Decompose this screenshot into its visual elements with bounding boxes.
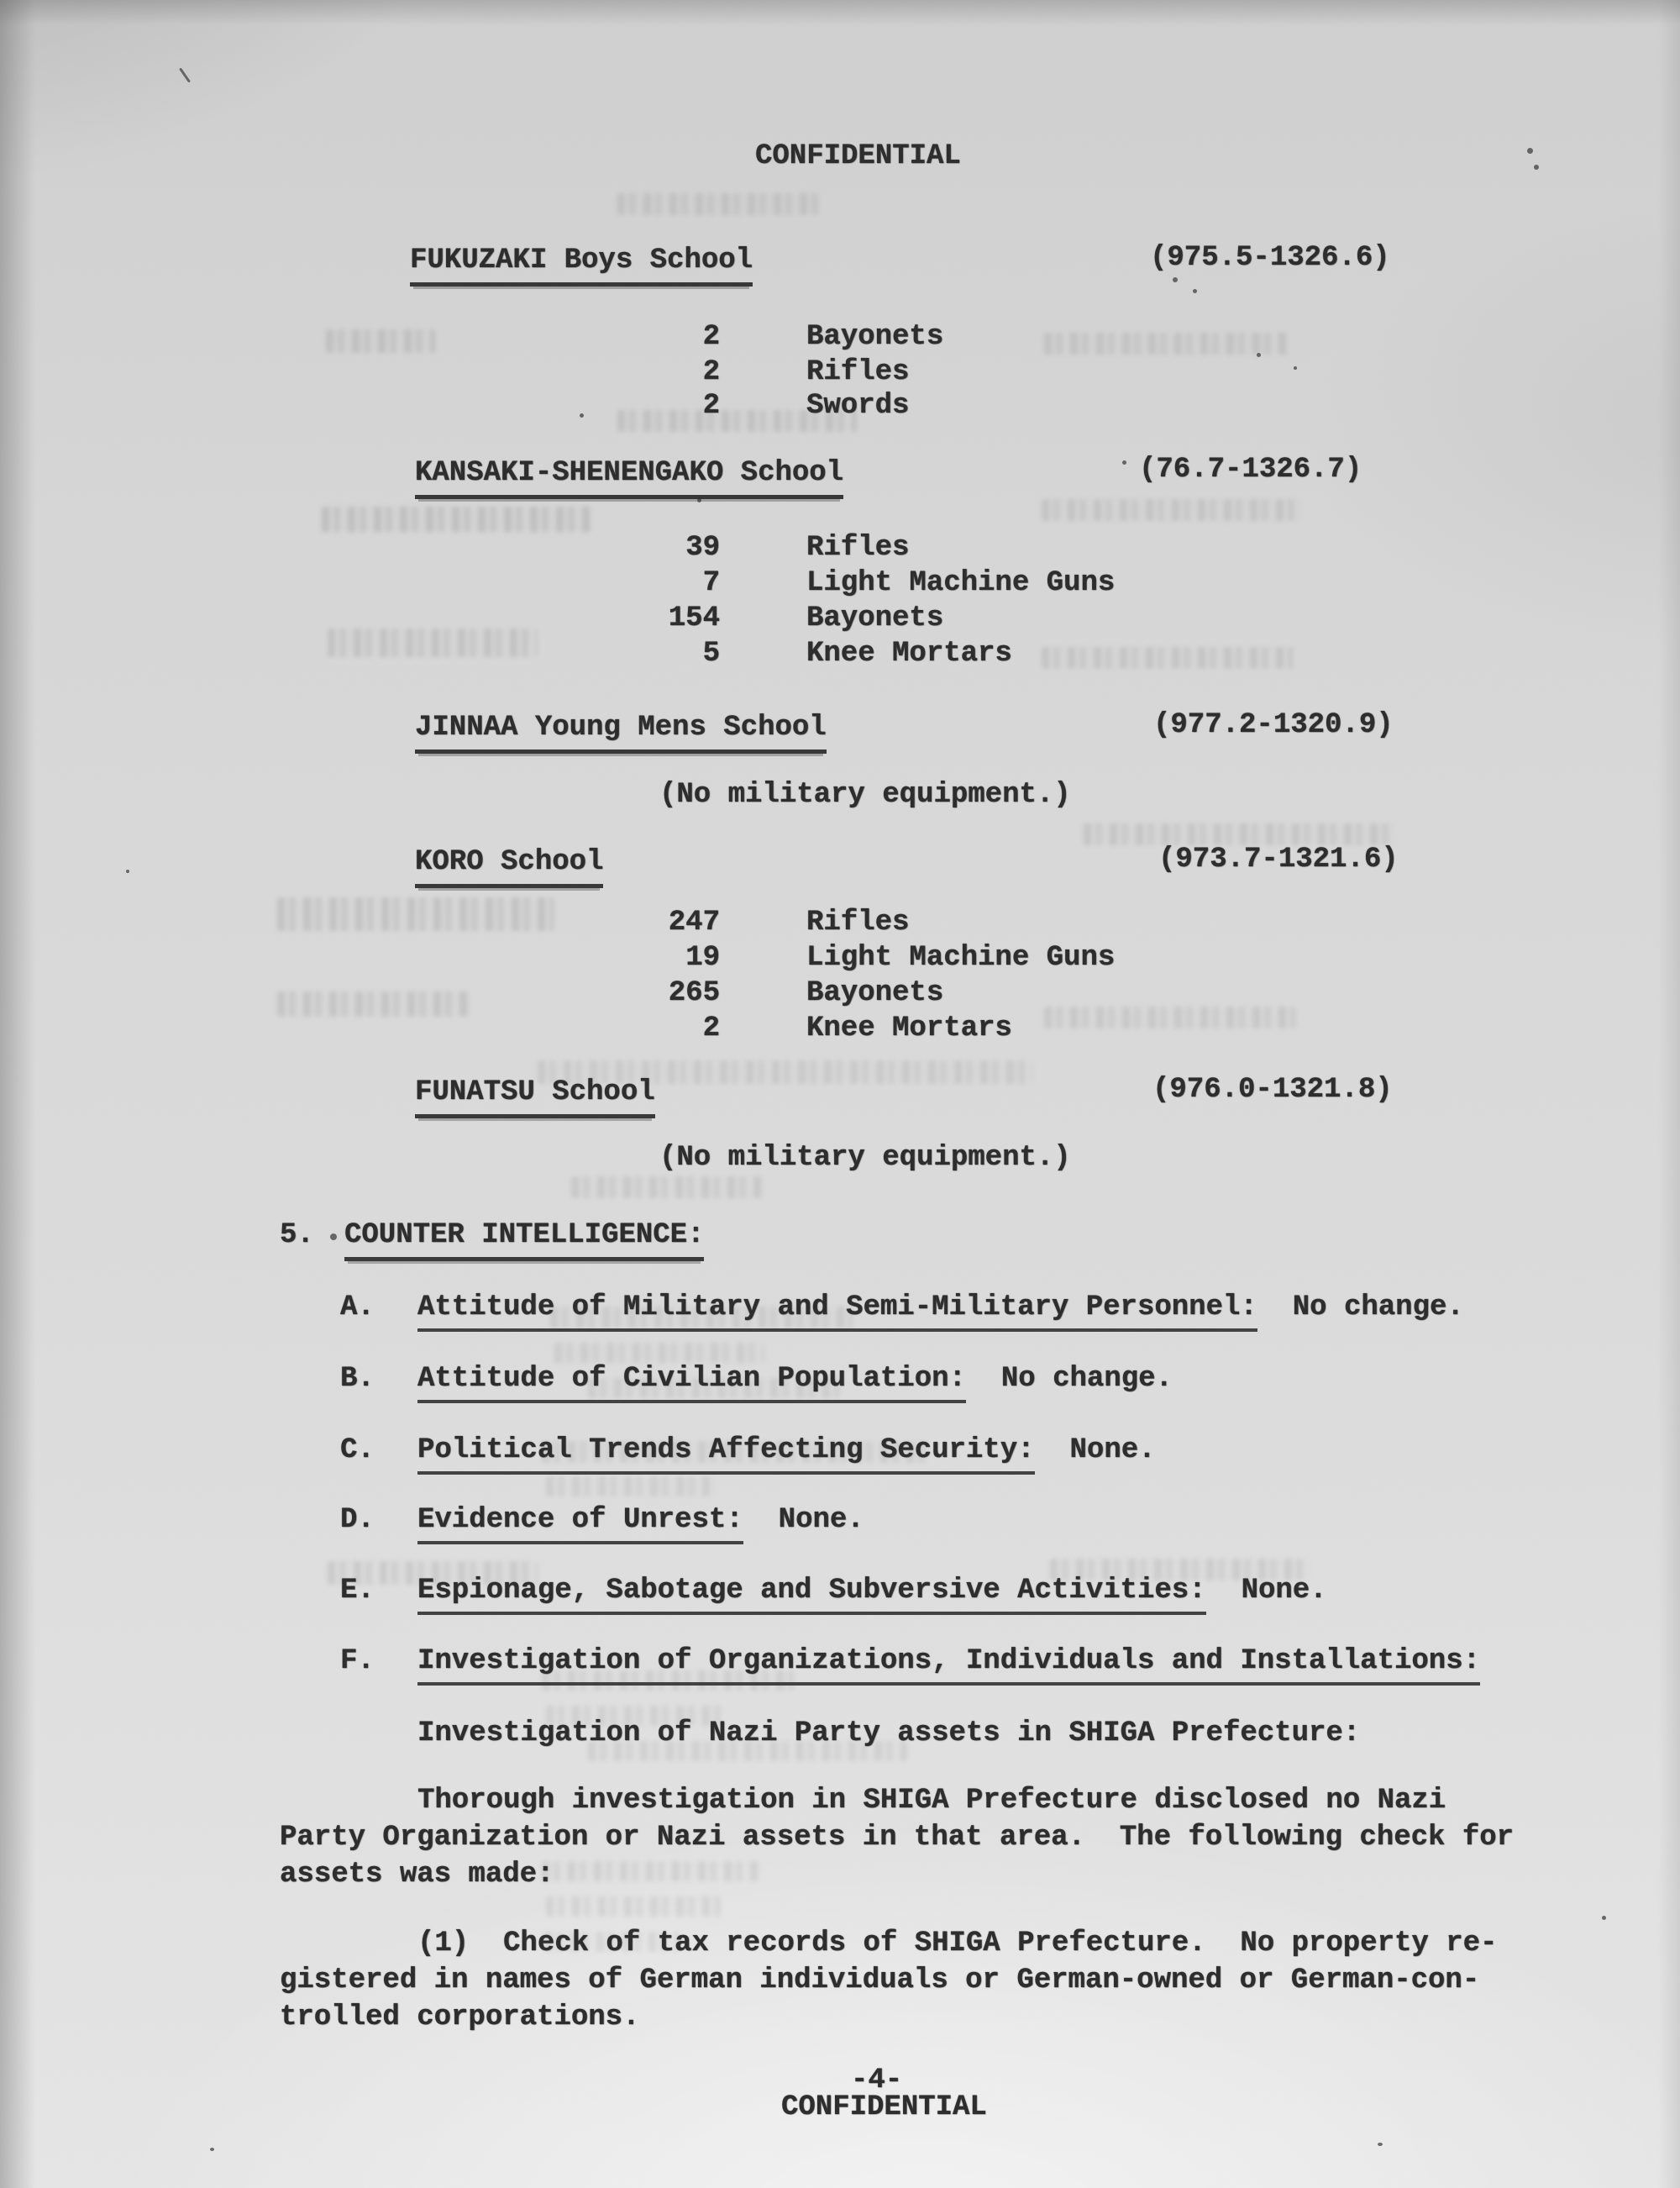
item-value: No change.: [1000, 1363, 1173, 1395]
item-letter: D.: [340, 1504, 375, 1536]
ink-speck: [179, 67, 191, 82]
section-heading: [280, 1220, 704, 1250]
section-title: COUNTER INTELLIGENCE:: [344, 1219, 704, 1261]
equipment-item: Swords: [806, 390, 910, 422]
check-item-line: gistered in names of German individuals or German-owned or German-con-: [280, 1964, 1480, 1996]
school-name: JINNAA Young Mens School: [415, 712, 827, 754]
equipment-item: Rifles: [806, 907, 910, 939]
item-heading: Political Trends Affecting Security:: [417, 1434, 1035, 1475]
item-value: None.: [1241, 1575, 1327, 1607]
bleed-through-artifact: [1044, 333, 1288, 355]
bleed-through-artifact: [617, 193, 819, 215]
ink-speck: [1193, 289, 1197, 293]
school-coordinates: (977.2-1320.9): [1153, 709, 1394, 741]
equipment-item: Light Machine Guns: [806, 942, 1116, 974]
school-name: KORO School: [415, 846, 603, 888]
equipment-item: Knee Mortars: [806, 1012, 1012, 1044]
subject-line: Investigation of Nazi Party assets in SHIGA Prefecture:: [417, 1717, 1361, 1749]
check-item-line: (1) Check of tax records of SHIGA Prefecture. No property re-: [417, 1928, 1498, 1959]
bleed-through-artifact: [1042, 499, 1302, 521]
ci-item-a: [340, 1292, 1464, 1323]
ink-speck: [1173, 277, 1178, 282]
school-heading: [415, 713, 827, 743]
equipment-qty: 5: [702, 638, 720, 670]
ci-item-e: [340, 1575, 1327, 1606]
equipment-qty: 2: [702, 321, 720, 353]
equipment-qty: 265: [668, 977, 720, 1009]
ci-item-d: [340, 1505, 864, 1535]
equipment-item: Rifles: [806, 356, 910, 388]
school-name: KANSAKI-SHENENGAKO School: [415, 457, 843, 499]
equipment-qty: 7: [702, 567, 720, 599]
school-heading: [415, 1077, 655, 1107]
ink-speck: [1122, 460, 1126, 465]
page-number: -4-: [851, 2064, 903, 2096]
item-letter: C.: [340, 1434, 375, 1466]
equipment-item: Bayonets: [806, 321, 944, 353]
ink-speck: [1294, 366, 1297, 370]
school-heading: [415, 458, 843, 488]
equipment-qty: 154: [668, 602, 720, 634]
paper-edge-shadow-top: [0, 0, 1680, 25]
bleed-through-artifact: [326, 329, 435, 353]
ci-item-f: [340, 1646, 1480, 1676]
ink-speck: [1257, 353, 1261, 357]
equipment-item: Bayonets: [806, 602, 944, 634]
bleed-through-artifact: [546, 1896, 722, 1917]
item-value: None.: [1069, 1434, 1156, 1466]
bleed-through-artifact: [571, 1176, 764, 1198]
school-coordinates: (973.7-1321.6): [1158, 844, 1399, 876]
bleed-through-artifact: [1044, 1007, 1296, 1028]
equipment-item: Light Machine Guns: [806, 567, 1116, 599]
paper-edge-shadow-right: [1658, 0, 1680, 2188]
item-letter: E.: [340, 1575, 375, 1607]
equipment-item: Knee Mortars: [806, 638, 1012, 670]
school-heading: [410, 245, 753, 276]
bleed-through-artifact: [1042, 647, 1294, 669]
bleed-through-artifact: [277, 897, 554, 931]
equipment-qty: 2: [702, 390, 720, 422]
item-letter: A.: [340, 1291, 375, 1323]
item-value: No change.: [1292, 1291, 1464, 1323]
equipment-item: Rifles: [806, 532, 910, 564]
item-heading: Evidence of Unrest:: [417, 1504, 743, 1544]
ink-speck: [1602, 1916, 1606, 1920]
equipment-qty: 2: [702, 1012, 720, 1044]
section-number: 5.: [280, 1219, 314, 1251]
bleed-through-artifact: [542, 1861, 760, 1881]
paragraph-line: assets was made:: [280, 1859, 554, 1891]
item-letter: F.: [340, 1645, 375, 1677]
classification-header: CONFIDENTIAL: [755, 140, 961, 172]
bleed-through-artifact: [554, 1343, 764, 1363]
bleed-through-artifact: [322, 507, 591, 532]
item-value: None.: [778, 1504, 864, 1536]
school-heading: [415, 847, 603, 877]
equipment-qty: 39: [685, 532, 720, 564]
ci-item-c: [340, 1435, 1156, 1465]
ink-speck: [126, 870, 129, 873]
item-letter: B.: [340, 1363, 375, 1395]
ink-speck: [1527, 148, 1533, 154]
no-equipment-note: (No military equipment.): [659, 1142, 1071, 1174]
ink-speck: [1534, 165, 1539, 170]
paper-edge-shadow-left: [0, 0, 35, 2188]
item-heading: Investigation of Organizations, Individuals and Installations:: [417, 1645, 1480, 1686]
school-name: FUNATSU School: [415, 1076, 655, 1118]
ink-speck: [1378, 2143, 1383, 2146]
ink-speck: [210, 2148, 214, 2151]
item-heading: Attitude of Civilian Population:: [417, 1363, 966, 1403]
item-heading: Espionage, Sabotage and Subversive Activities:: [417, 1575, 1206, 1615]
bleed-through-artifact: [328, 629, 538, 657]
no-equipment-note: (No military equipment.): [659, 779, 1071, 811]
school-coordinates: (76.7-1326.7): [1139, 454, 1362, 486]
equipment-qty: 19: [685, 942, 720, 974]
bleed-through-artifact: [277, 991, 470, 1017]
school-coordinates: (975.5-1326.6): [1150, 242, 1390, 274]
bleed-through-artifact: [1084, 823, 1394, 845]
bleed-through-artifact: [546, 1476, 714, 1496]
school-coordinates: (976.0-1321.8): [1152, 1074, 1393, 1106]
equipment-qty: 247: [668, 907, 720, 939]
paragraph-line: Thorough investigation in SHIGA Prefecture disclosed no Nazi: [417, 1785, 1446, 1817]
school-name: FUKUZAKI Boys School: [410, 245, 753, 287]
item-heading: Attitude of Military and Semi-Military Personnel:: [417, 1291, 1257, 1332]
classification-footer: CONFIDENTIAL: [781, 2091, 987, 2123]
check-item-line: trolled corporations.: [280, 2001, 640, 2033]
paragraph-line: Party Organization or Nazi assets in that area. The following check for: [280, 1822, 1515, 1854]
equipment-qty: 2: [702, 356, 720, 388]
equipment-item: Bayonets: [806, 977, 944, 1009]
ci-item-b: [340, 1364, 1173, 1394]
